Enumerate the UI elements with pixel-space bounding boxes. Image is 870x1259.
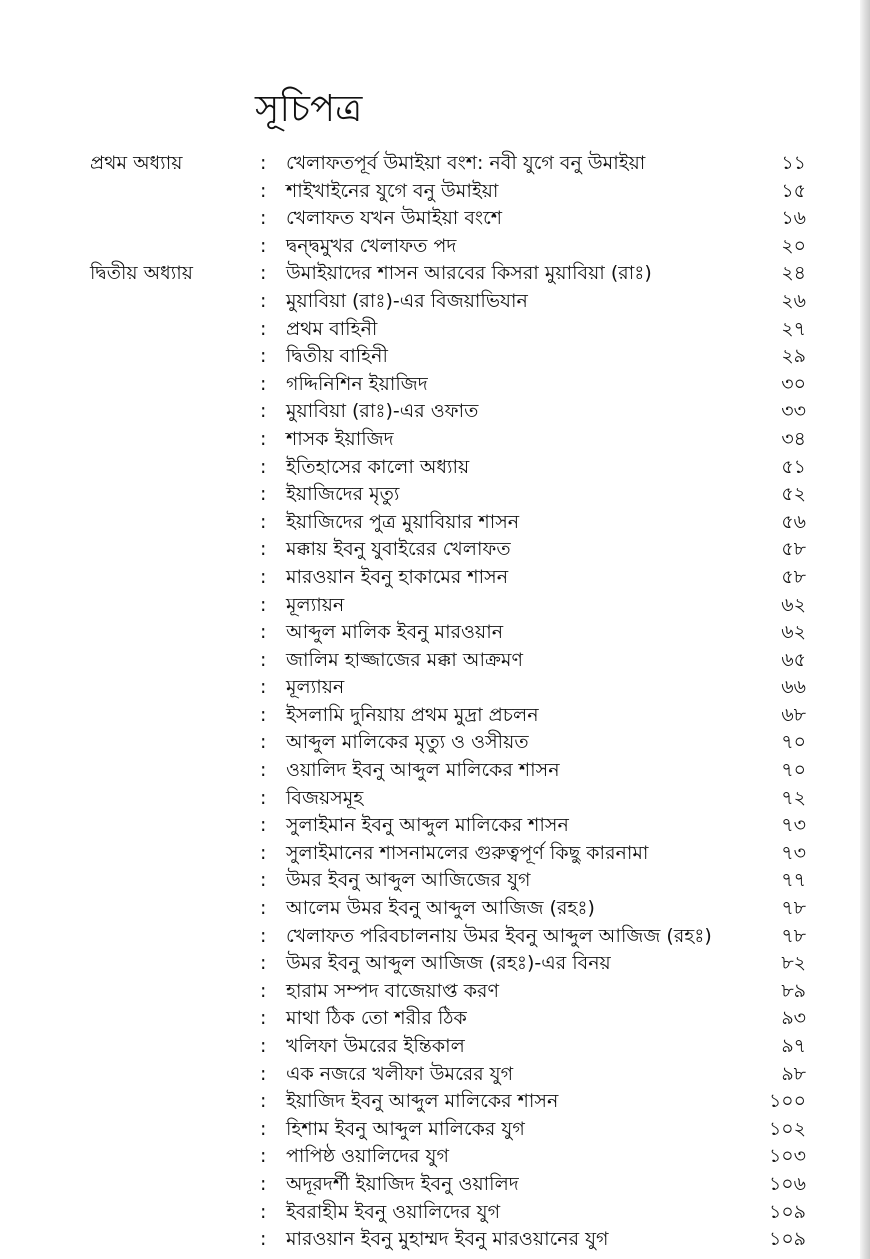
page-number: ১০৯ — [768, 1228, 806, 1251]
separator-colon: : — [260, 1090, 267, 1113]
separator-colon: : — [260, 510, 267, 533]
page-number: ৭০ — [781, 731, 806, 754]
toc-row — [0, 509, 870, 537]
separator-colon: : — [260, 621, 267, 644]
page-number: ৭২ — [781, 786, 806, 809]
toc-row — [0, 233, 870, 261]
toc-row — [0, 1143, 870, 1171]
entry-title: আব্দুল মালিক ইবনু মারওয়ান — [286, 621, 504, 644]
toc-row — [0, 371, 870, 399]
page-number: ২৭ — [781, 317, 806, 340]
toc-row — [0, 150, 870, 178]
page-number: ৩৩ — [781, 400, 806, 423]
separator-colon: : — [260, 372, 267, 395]
separator-colon: : — [260, 841, 267, 864]
separator-colon: : — [260, 924, 267, 947]
page-number: ৬৬ — [781, 676, 806, 699]
page-number: ৫৮ — [781, 538, 806, 561]
separator-colon: : — [260, 1228, 267, 1251]
entry-title: দ্বিতীয় বাহিনী — [286, 345, 388, 368]
separator-colon: : — [260, 1200, 267, 1223]
entry-title: এক নজরে খলীফা উমরের যুগ — [286, 1062, 514, 1085]
entry-title: সুলাইমান ইবনু আব্দুল মালিকের শাসন — [286, 814, 569, 837]
toc-row — [0, 619, 870, 647]
separator-colon: : — [260, 538, 267, 561]
toc-row — [0, 343, 870, 371]
entry-title: হিশাম ইবনু আব্দুল মালিকের যুগ — [286, 1117, 525, 1140]
separator-colon: : — [260, 455, 267, 478]
entry-title: খলিফা উমরের ইন্তিকাল — [286, 1035, 465, 1057]
page-number: ৫৮ — [781, 565, 806, 588]
toc-row — [0, 674, 870, 702]
entry-title: মুয়াবিয়া (রাঃ)-এর ওফাত — [286, 400, 479, 423]
page-number: ৭৭ — [781, 869, 806, 892]
toc-row — [0, 1171, 870, 1199]
page-number: ২০ — [781, 234, 806, 257]
entry-title: হারাম সম্পদ বাজেয়াপ্ত করণ — [286, 979, 499, 1002]
toc-row — [0, 178, 870, 206]
toc-row — [0, 812, 870, 840]
separator-colon: : — [260, 1117, 267, 1140]
page-number: ৯৭ — [781, 1035, 806, 1057]
entry-title: খেলাফত পরিবচালনায় উমর ইবনু আব্দুল আজিজ (রহঃ) — [286, 924, 712, 947]
separator-colon: : — [260, 676, 267, 699]
toc-row — [0, 1116, 870, 1144]
toc-row — [0, 316, 870, 344]
page-number: ৩৪ — [781, 427, 806, 450]
toc-row — [0, 260, 870, 288]
toc-row — [0, 785, 870, 813]
entry-title: মারওয়ান ইবনু মুহাম্মদ ইবনু মারওয়ানের যুগ — [286, 1228, 609, 1251]
toc-row — [0, 647, 870, 675]
separator-colon: : — [260, 593, 267, 616]
entry-title: ইতিহাসের কালো অধ্যায় — [286, 455, 470, 478]
entry-title: পাপিষ্ঠ ওয়ালিদের যুগ — [286, 1145, 449, 1168]
toc-row — [0, 840, 870, 868]
entry-title: মুয়াবিয়া (রাঃ)-এর বিজয়াভিযান — [286, 289, 528, 312]
toc-row — [0, 1088, 870, 1116]
toc-row — [0, 1199, 870, 1227]
toc-row — [0, 1226, 870, 1254]
entry-title: মূল্যায়ন — [286, 593, 345, 616]
page-number: ৫২ — [781, 483, 806, 506]
entry-title: উমাইয়াদের শাসন আরবের কিসরা মুয়াবিয়া (রাঃ) — [286, 262, 652, 285]
separator-colon: : — [260, 400, 267, 423]
toc-row — [0, 481, 870, 509]
entry-title: শাইখাইনের যুগে বনু উমাইয়া — [286, 179, 499, 202]
toc-row — [0, 867, 870, 895]
entry-title: জালিম হাজ্জাজের মক্কা আক্রমণ — [286, 648, 523, 671]
entry-title: মূল্যায়ন — [286, 676, 345, 699]
page-number: ৮৯ — [781, 979, 806, 1002]
page-number: ৬২ — [781, 593, 806, 616]
entry-title: উমর ইবনু আব্দুল আজিজের যুগ — [286, 869, 531, 892]
separator-colon: : — [260, 897, 267, 920]
entry-title: শাসক ইয়াজিদ — [286, 427, 394, 450]
entry-title: ইবরাহীম ইবনু ওয়ালিদের যুগ — [286, 1200, 501, 1223]
entry-title: মারওয়ান ইবনু হাকামের শাসন — [286, 565, 509, 588]
entry-title: গদ্দিনিশিন ইয়াজিদ — [286, 372, 428, 395]
page-number: ১০৩ — [768, 1145, 806, 1168]
toc-row — [0, 426, 870, 454]
separator-colon: : — [260, 814, 267, 837]
toc-row — [0, 978, 870, 1006]
separator-colon: : — [260, 979, 267, 1002]
entry-title: উমর ইবনু আব্দুল আজিজ (রহঃ)-এর বিনয় — [286, 952, 611, 975]
separator-colon: : — [260, 234, 267, 257]
table-of-contents — [0, 150, 870, 1254]
separator-colon: : — [260, 483, 267, 506]
entry-title: মক্কায় ইবনু যুবাইরের খেলাফত — [286, 538, 511, 561]
separator-colon: : — [260, 262, 267, 285]
entry-title: বিজয়সমূহ — [286, 786, 364, 809]
separator-colon: : — [260, 1172, 267, 1195]
entry-title: অদূরদর্শী ইয়াজিদ ইবনু ওয়ালিদ — [286, 1172, 519, 1195]
separator-colon: : — [260, 179, 267, 202]
toc-row — [0, 923, 870, 951]
toc-row — [0, 564, 870, 592]
page-number: ৯৩ — [781, 1007, 806, 1030]
separator-colon: : — [260, 565, 267, 588]
page-number: ৭৩ — [781, 814, 806, 837]
separator-colon: : — [260, 648, 267, 671]
toc-row — [0, 895, 870, 923]
page-number: ৭০ — [781, 759, 806, 782]
entry-title: প্রথম বাহিনী — [286, 317, 378, 340]
separator-colon: : — [260, 1062, 267, 1085]
page-number: ১০২ — [768, 1117, 806, 1140]
page-number: ৫১ — [781, 455, 806, 478]
entry-title: ওয়ালিদ ইবনু আব্দুল মালিকের শাসন — [286, 759, 560, 782]
separator-colon: : — [260, 152, 267, 174]
toc-row — [0, 729, 870, 757]
page-title: সূচিপত্র — [255, 87, 363, 130]
page-number: ১১ — [781, 152, 806, 174]
page-number: ৩০ — [781, 372, 806, 395]
page-number: ৭৩ — [781, 841, 806, 864]
separator-colon: : — [260, 869, 267, 892]
page-number: ২৯ — [781, 345, 806, 368]
separator-colon: : — [260, 345, 267, 368]
chapter-label: দ্বিতীয় অধ্যায় — [90, 262, 193, 285]
entry-title: ইয়াজিদের পুত্র মুয়াবিয়ার শাসন — [286, 510, 520, 533]
toc-row — [0, 1061, 870, 1089]
separator-colon: : — [260, 289, 267, 312]
page-number: ৭৮ — [781, 897, 806, 920]
toc-row — [0, 398, 870, 426]
separator-colon: : — [260, 703, 267, 726]
separator-colon: : — [260, 317, 267, 340]
page-number: ৫৬ — [781, 510, 806, 533]
separator-colon: : — [260, 952, 267, 975]
entry-title: খেলাফত যখন উমাইয়া বংশে — [286, 207, 502, 230]
entry-title: ইয়াজিদের মৃত্যু — [286, 483, 400, 506]
entry-title: মাথা ঠিক তো শরীর ঠিক — [286, 1007, 467, 1030]
page-number: ১৫ — [781, 179, 806, 202]
page-number: ৮২ — [781, 952, 806, 975]
separator-colon: : — [260, 427, 267, 450]
separator-colon: : — [260, 1145, 267, 1168]
separator-colon: : — [260, 731, 267, 754]
page-number: ২৪ — [781, 262, 806, 285]
separator-colon: : — [260, 1007, 267, 1030]
separator-colon: : — [260, 207, 267, 230]
toc-row — [0, 288, 870, 316]
page-number: ১০৬ — [768, 1172, 806, 1195]
page-number: ১০০ — [768, 1090, 806, 1113]
page-number: ৬৫ — [781, 648, 806, 671]
separator-colon: : — [260, 759, 267, 782]
toc-row — [0, 536, 870, 564]
entry-title: খেলাফতপূর্ব উমাইয়া বংশ: নবী যুগে বনু উমাইয়া — [286, 152, 646, 174]
separator-colon: : — [260, 786, 267, 809]
chapter-label: প্রথম অধ্যায় — [90, 152, 183, 174]
toc-row — [0, 205, 870, 233]
entry-title: ইসলামি দুনিয়ায় প্রথম মুদ্রা প্রচলন — [286, 703, 539, 726]
toc-row — [0, 950, 870, 978]
page-number: ৭৮ — [781, 924, 806, 947]
entry-title: দ্বন্দ্বমুখর খেলাফত পদ — [286, 234, 457, 257]
page-number: ৯৮ — [781, 1062, 806, 1085]
page-number: ১৬ — [781, 207, 806, 230]
page-number: ২৬ — [781, 289, 806, 312]
toc-row — [0, 702, 870, 730]
page-number: ৬৮ — [781, 703, 806, 726]
toc-row — [0, 1005, 870, 1033]
toc-row — [0, 454, 870, 482]
entry-title: আব্দুল মালিকের মৃত্যু ও ওসীয়ত — [286, 731, 529, 754]
toc-row — [0, 1033, 870, 1061]
entry-title: সুলাইমানের শাসনামলের গুরুত্বপূর্ণ কিছু কারনামা — [286, 841, 649, 864]
page-number: ১০৯ — [768, 1200, 806, 1223]
toc-row — [0, 592, 870, 620]
entry-title: ইয়াজিদ ইবনু আব্দুল মালিকের শাসন — [286, 1090, 559, 1113]
entry-title: আলেম উমর ইবনু আব্দুল আজিজ (রহঃ) — [286, 897, 595, 920]
separator-colon: : — [260, 1035, 267, 1057]
toc-row — [0, 757, 870, 785]
page-number: ৬২ — [781, 621, 806, 644]
